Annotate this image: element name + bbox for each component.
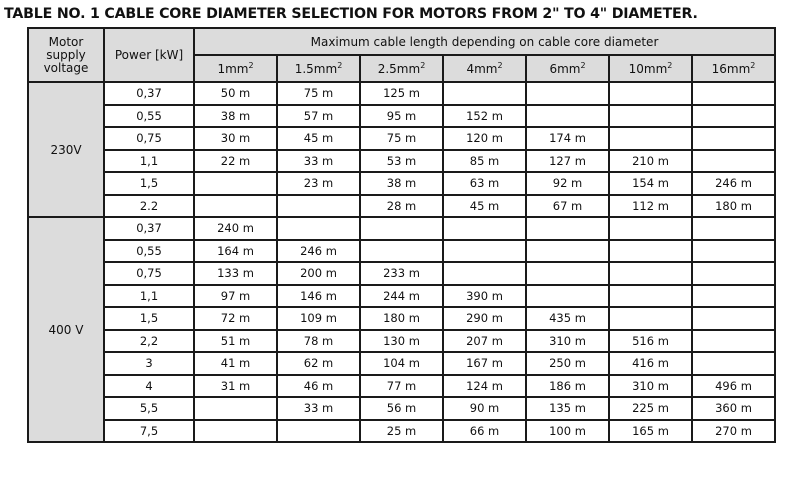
cable-length-cell: 62 m — [277, 352, 360, 375]
cable-length-cell: 92 m — [526, 172, 609, 195]
header-motor-supply-voltage: Motor supply voltage — [28, 28, 104, 82]
cable-length-cell: 246 m — [277, 240, 360, 263]
cable-length-cell: 174 m — [526, 127, 609, 150]
cable-length-cell: 200 m — [277, 262, 360, 285]
cable-length-cell — [692, 285, 775, 308]
power-cell: 5,5 — [104, 397, 194, 420]
cable-length-cell: 25 m — [360, 420, 443, 443]
table-row — [28, 262, 775, 285]
cable-length-cell: 146 m — [277, 285, 360, 308]
power-cell: 1,5 — [104, 172, 194, 195]
cable-length-cell — [609, 217, 692, 240]
cable-length-cell: 38 m — [360, 172, 443, 195]
cable-length-cell — [526, 240, 609, 263]
cable-length-cell — [526, 82, 609, 105]
power-cell: 3 — [104, 352, 194, 375]
cable-length-cell: 57 m — [277, 105, 360, 128]
power-cell: 2.2 — [104, 195, 194, 218]
header-power: Power [kW] — [104, 28, 194, 82]
power-cell: 0,55 — [104, 105, 194, 128]
cable-length-cell: 233 m — [360, 262, 443, 285]
size-exponent: 2 — [497, 60, 503, 70]
header-size-1 — [277, 55, 360, 82]
cable-length-cell: 133 m — [194, 262, 277, 285]
cable-length-cell: 51 m — [194, 330, 277, 353]
power-cell: 1,5 — [104, 307, 194, 330]
table-row — [28, 195, 775, 218]
power-cell: 2,2 — [104, 330, 194, 353]
cable-length-cell: 28 m — [360, 195, 443, 218]
cable-length-cell: 225 m — [609, 397, 692, 420]
table-caption: TABLE NO. 1 CABLE CORE DIAMETER SELECTION FOR MOTORS FROM 2" TO 4" DIAMETER. — [4, 6, 698, 22]
cable-length-cell: 38 m — [194, 105, 277, 128]
cable-length-cell: 45 m — [443, 195, 526, 218]
table-row — [28, 285, 775, 308]
cable-length-cell — [609, 285, 692, 308]
cable-length-cell: 164 m — [194, 240, 277, 263]
size-exponent: 2 — [580, 60, 586, 70]
table-row — [28, 420, 775, 443]
cable-length-cell — [194, 397, 277, 420]
cable-length-cell: 75 m — [360, 127, 443, 150]
cable-length-cell: 85 m — [443, 150, 526, 173]
cable-length-cell: 120 m — [443, 127, 526, 150]
cable-length-cell: 270 m — [692, 420, 775, 443]
cable-length-cell: 435 m — [526, 307, 609, 330]
cable-length-cell: 124 m — [443, 375, 526, 398]
cable-length-cell: 207 m — [443, 330, 526, 353]
cable-length-cell — [609, 82, 692, 105]
table-row — [28, 82, 775, 105]
cable-length-cell — [692, 105, 775, 128]
size-exponent: 2 — [420, 60, 426, 70]
cable-length-cell: 186 m — [526, 375, 609, 398]
power-cell: 0,37 — [104, 217, 194, 240]
cable-length-cell: 125 m — [360, 82, 443, 105]
cable-length-cell: 77 m — [360, 375, 443, 398]
cable-length-cell: 360 m — [692, 397, 775, 420]
cable-length-cell: 180 m — [360, 307, 443, 330]
cable-length-cell: 104 m — [360, 352, 443, 375]
cable-length-cell — [277, 195, 360, 218]
cable-length-cell: 516 m — [609, 330, 692, 353]
power-cell: 1,1 — [104, 150, 194, 173]
size-exponent: 2 — [248, 60, 254, 70]
cable-diameter-table — [27, 27, 776, 443]
power-cell: 0,55 — [104, 240, 194, 263]
cable-length-cell: 30 m — [194, 127, 277, 150]
table-body — [28, 82, 775, 442]
cable-length-cell: 78 m — [277, 330, 360, 353]
cable-length-cell: 244 m — [360, 285, 443, 308]
cable-length-cell: 41 m — [194, 352, 277, 375]
cable-length-cell — [443, 262, 526, 285]
cable-length-cell: 95 m — [360, 105, 443, 128]
size-value: 16mm — [711, 61, 751, 76]
cable-length-cell: 53 m — [360, 150, 443, 173]
header-size-3 — [443, 55, 526, 82]
cable-length-cell — [609, 127, 692, 150]
header-size-4 — [526, 55, 609, 82]
cable-length-cell: 72 m — [194, 307, 277, 330]
cable-length-cell — [609, 307, 692, 330]
cable-length-cell: 33 m — [277, 150, 360, 173]
cable-length-cell — [692, 352, 775, 375]
cable-length-cell: 112 m — [609, 195, 692, 218]
cable-length-cell — [194, 195, 277, 218]
cable-length-cell: 240 m — [194, 217, 277, 240]
table-row — [28, 172, 775, 195]
cable-length-cell: 154 m — [609, 172, 692, 195]
cable-length-cell: 250 m — [526, 352, 609, 375]
cable-length-cell: 46 m — [277, 375, 360, 398]
size-value: 2.5mm — [377, 61, 421, 76]
cable-length-cell — [360, 240, 443, 263]
cable-length-cell — [692, 217, 775, 240]
cable-length-cell — [609, 105, 692, 128]
cable-length-cell: 66 m — [443, 420, 526, 443]
cable-length-cell — [692, 82, 775, 105]
size-value: 10mm — [628, 61, 668, 76]
cable-length-cell — [443, 82, 526, 105]
cable-length-cell: 63 m — [443, 172, 526, 195]
cable-length-cell: 45 m — [277, 127, 360, 150]
size-value: 1.5mm — [294, 61, 338, 76]
cable-length-cell: 100 m — [526, 420, 609, 443]
power-cell: 4 — [104, 375, 194, 398]
cable-length-cell: 496 m — [692, 375, 775, 398]
cable-length-cell — [526, 217, 609, 240]
cable-length-cell — [526, 285, 609, 308]
header-size-6 — [692, 55, 775, 82]
header-size-0 — [194, 55, 277, 82]
cable-length-cell — [526, 105, 609, 128]
cable-length-cell: 130 m — [360, 330, 443, 353]
cable-length-cell: 23 m — [277, 172, 360, 195]
cable-length-cell — [692, 330, 775, 353]
size-value: 1mm — [217, 61, 249, 76]
cable-length-cell: 135 m — [526, 397, 609, 420]
size-exponent: 2 — [750, 60, 756, 70]
power-cell: 7,5 — [104, 420, 194, 443]
cable-length-cell — [692, 127, 775, 150]
cable-length-cell: 210 m — [609, 150, 692, 173]
cable-length-cell: 246 m — [692, 172, 775, 195]
size-exponent: 2 — [337, 60, 343, 70]
cable-length-cell — [692, 240, 775, 263]
cable-length-cell: 67 m — [526, 195, 609, 218]
cable-length-cell — [277, 420, 360, 443]
cable-length-cell: 180 m — [692, 195, 775, 218]
cable-length-cell: 390 m — [443, 285, 526, 308]
table-row — [28, 307, 775, 330]
cable-length-cell: 75 m — [277, 82, 360, 105]
cable-length-cell: 167 m — [443, 352, 526, 375]
cable-length-cell: 56 m — [360, 397, 443, 420]
cable-length-cell: 22 m — [194, 150, 277, 173]
power-cell: 0,37 — [104, 82, 194, 105]
table-row — [28, 217, 775, 240]
power-cell: 0,75 — [104, 127, 194, 150]
size-exponent: 2 — [667, 60, 673, 70]
cable-length-cell — [609, 240, 692, 263]
power-cell: 0,75 — [104, 262, 194, 285]
cable-length-cell: 50 m — [194, 82, 277, 105]
size-value: 4mm — [466, 61, 498, 76]
cable-length-cell — [194, 172, 277, 195]
cable-length-cell — [609, 262, 692, 285]
cable-length-cell: 310 m — [609, 375, 692, 398]
table-row — [28, 397, 775, 420]
table-row — [28, 352, 775, 375]
size-value: 6mm — [549, 61, 581, 76]
cable-length-cell — [277, 217, 360, 240]
cable-length-cell — [443, 240, 526, 263]
cable-length-cell: 165 m — [609, 420, 692, 443]
cable-length-cell: 90 m — [443, 397, 526, 420]
cable-length-cell: 127 m — [526, 150, 609, 173]
table-row — [28, 127, 775, 150]
voltage-cell: 230V — [28, 82, 104, 217]
cable-length-cell: 152 m — [443, 105, 526, 128]
voltage-cell: 400 V — [28, 217, 104, 442]
cable-length-cell: 290 m — [443, 307, 526, 330]
cable-length-cell: 97 m — [194, 285, 277, 308]
cable-length-cell — [194, 420, 277, 443]
power-cell: 1,1 — [104, 285, 194, 308]
table-row — [28, 105, 775, 128]
cable-length-cell: 31 m — [194, 375, 277, 398]
cable-length-cell: 310 m — [526, 330, 609, 353]
cable-length-cell — [692, 307, 775, 330]
cable-length-cell — [443, 217, 526, 240]
header-size-2 — [360, 55, 443, 82]
cable-length-cell: 416 m — [609, 352, 692, 375]
cable-length-cell: 109 m — [277, 307, 360, 330]
cable-length-cell — [526, 262, 609, 285]
table-row — [28, 375, 775, 398]
cable-length-cell — [692, 150, 775, 173]
table-row — [28, 330, 775, 353]
header-max-cable-length: Maximum cable length depending on cable core diameter — [194, 28, 775, 55]
cable-length-cell — [692, 262, 775, 285]
cable-length-cell: 33 m — [277, 397, 360, 420]
table-row — [28, 240, 775, 263]
table-row — [28, 150, 775, 173]
header-size-5 — [609, 55, 692, 82]
cable-length-cell — [360, 217, 443, 240]
